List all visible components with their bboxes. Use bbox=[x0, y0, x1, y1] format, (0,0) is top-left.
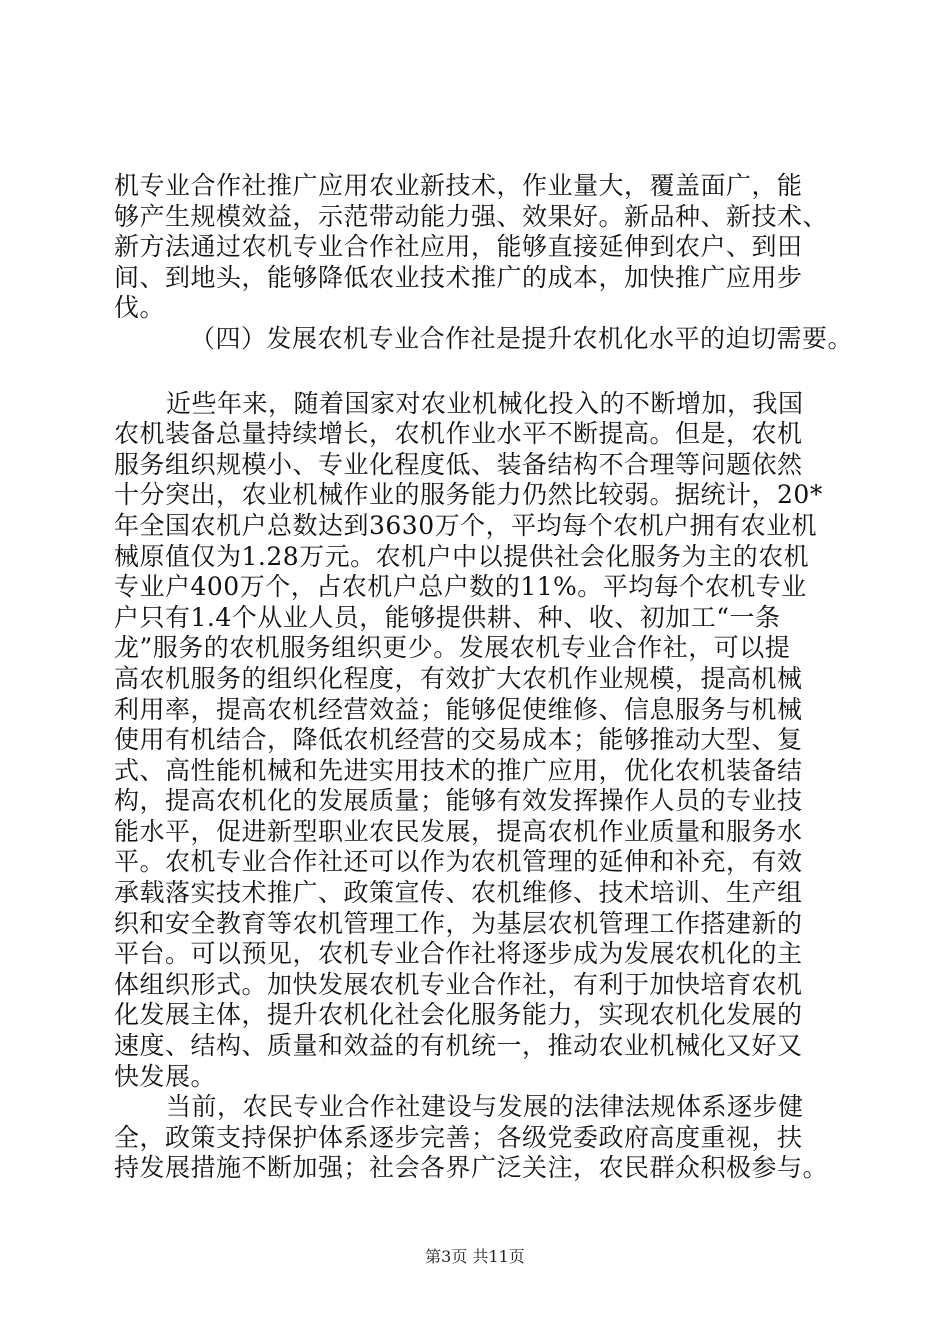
text-line: 近些年来，随着国家对农业机械化投入的不断增加，我国 bbox=[166, 388, 804, 418]
text-line: 年全国农机户总数达到3630万个，平均每个农机户拥有农业机 bbox=[114, 510, 818, 540]
text-line: 专业户400万个，占农机户总户数的11%。平均每个农机专业 bbox=[114, 572, 807, 602]
text-line: 械原值仅为1.28万元。农机户中以提供社会化服务为主的农机 bbox=[114, 541, 810, 571]
text-line: 承载落实技术推广、政策宣传、农机维修、技术培训、生产组 bbox=[114, 878, 803, 908]
text-line: 速度、结构、质量和效益的有机统一，推动农业机械化又好又 bbox=[114, 1031, 803, 1061]
text-line: 机专业合作社推广应用农业新技术，作业量大，覆盖面广，能 bbox=[114, 171, 803, 200]
text-line: 构，提高农机化的发展质量；能够有效发挥操作人员的专业技 bbox=[114, 786, 803, 816]
text-line: 当前，农民专业合作社建设与发展的法律法规体系逐步健 bbox=[166, 1092, 804, 1122]
text-line: 使用有机结合，降低农机经营的交易成本；能够推动大型、复 bbox=[114, 725, 803, 755]
text-line: 能水平，促进新型职业农民发展，提高农机作业质量和服务水 bbox=[114, 816, 803, 846]
text-line: 十分突出，农业机械作业的服务能力仍然比较弱。据统计，20* bbox=[114, 480, 823, 510]
text-line: 快发展。 bbox=[114, 1061, 217, 1091]
page-number-footer: 第3页 共11页 bbox=[425, 1247, 525, 1266]
text-line: 持发展措施不断加强；社会各界广泛关注，农民群众积极参与。 bbox=[114, 1153, 829, 1183]
text-line: 全，政策支持保护体系逐步完善；各级党委政府高度重视，扶 bbox=[114, 1122, 803, 1152]
text-line: 伐。 bbox=[114, 293, 166, 323]
text-line: 平。农机专业合作社还可以作为农机管理的延伸和补充，有效 bbox=[114, 847, 803, 877]
text-line: 农机装备总量持续增长，农机作业水平不断提高。但是，农机 bbox=[114, 419, 803, 449]
text-line: 高农机服务的组织化程度，有效扩大农机作业规模，提高机械 bbox=[114, 663, 803, 693]
text-line: 利用率，提高农机经营效益；能够促使维修、信息服务与机械 bbox=[114, 694, 803, 724]
paragraph-main bbox=[114, 389, 844, 1093]
text-line: 间、到地头，能够降低农业技术推广的成本，加快推广应用步 bbox=[114, 262, 803, 292]
text-line: 龙”服务的农机服务组织更少。发展农机专业合作社，可以提 bbox=[114, 633, 791, 663]
text-line: 够产生规模效益，示范带动能力强、效果好。新品种、新技术、 bbox=[114, 201, 829, 231]
text-line: 新方法通过农机专业合作社应用，能够直接延伸到农户、到田 bbox=[114, 232, 803, 262]
text-line: 平台。可以预见，农机专业合作社将逐步成为发展农机化的主 bbox=[114, 939, 803, 969]
paragraph-gap bbox=[114, 355, 844, 389]
text-line: 服务组织规模小、专业化程度低、装备结构不合理等问题依然 bbox=[114, 449, 803, 479]
paragraph-current bbox=[114, 1092, 844, 1184]
paragraph-continued bbox=[114, 171, 844, 324]
text-line: 式、高性能机械和先进实用技术的推广应用，优化农机装备结 bbox=[114, 755, 803, 785]
document-body bbox=[114, 171, 854, 1184]
section-heading: （四）发展农机专业合作社是提升农机化水平的迫切需要。 bbox=[190, 323, 854, 353]
text-line: 织和安全教育等农机管理工作，为基层农机管理工作搭建新的 bbox=[114, 908, 803, 938]
text-line: 户只有1.4个从业人员，能够提供耕、种、收、初加工“一条 bbox=[114, 602, 781, 632]
text-line: 化发展主体，提升农机化社会化服务能力，实现农机化发展的 bbox=[114, 1000, 803, 1030]
text-line: 体组织形式。加快发展农机专业合作社，有利于加快培育农机 bbox=[114, 969, 803, 999]
